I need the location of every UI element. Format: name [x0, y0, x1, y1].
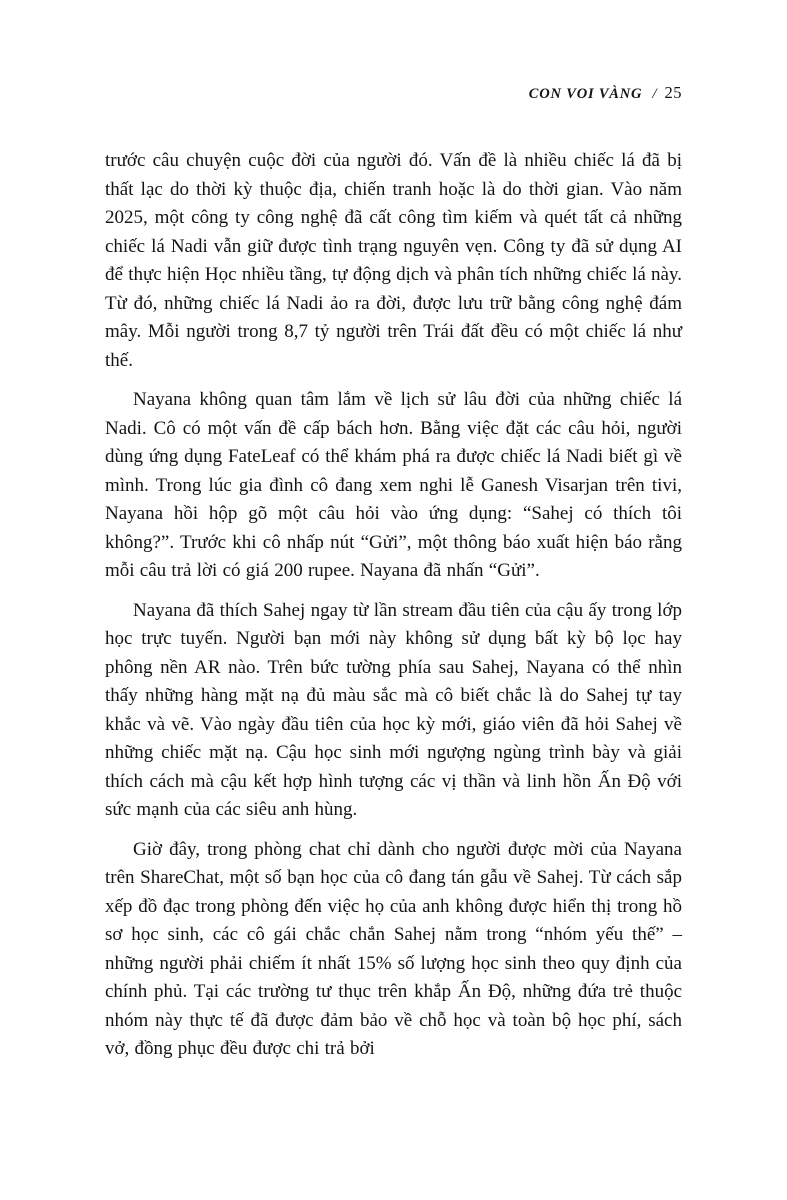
running-title: CON VOI VÀNG [528, 86, 643, 102]
page-number: 25 [664, 83, 682, 102]
paragraph: Giờ đây, trong phòng chat chỉ dành cho người được mời của Nayana trên ShareChat, một số bạn học của cô đang tán gẫu về Sahej. Từ cách sắp xếp đồ đạc trong phòng đến việc họ của anh không được hiển thị trong hồ sơ học sinh, các cô gái chắc chắn Sahej nằm trong “nhóm yếu thế” – những người phải chiếm ít nhất 15% số lượng học sinh theo quy định của chính phủ. Tại các trường tư thục trên khắp Ấn Độ, những đứa trẻ thuộc nhóm này thực tế đã được đảm bảo về chỗ học và toàn bộ học phí, sách vở, đồng phục đều được chi trả bởi [105, 838, 682, 1059]
header-separator: / [652, 86, 657, 102]
paragraph: Nayana không quan tâm lắm về lịch sử lâu đời của những chiếc lá Nadi. Cô có một vấn đề cấp bách hơn. Bằng việc đặt các câu hỏi, người dùng ứng dụng FateLeaf có thể khám phá ra được chiếc lá Nadi biết gì về mình. Trong lúc gia đình cô đang xem nghi lễ Ganesh Visarjan trên tivi, Nayana hồi hộp gõ một câu hỏi vào ứng dụng: “Sahej có thích tôi không?”. Trước khi cô nhấp nút “Gửi”, một thông báo xuất hiện báo rằng mỗi câu trả lời có giá 200 rupee. Nayana đã nhấn “Gửi”. [105, 389, 682, 581]
page-body [105, 147, 682, 1064]
running-header [105, 83, 682, 103]
paragraph: Nayana đã thích Sahej ngay từ lần stream đầu tiên của cậu ấy trong lớp học trực tuyến. Người bạn mới này không sử dụng bất kỳ bộ lọc hay phông nền AR nào. Trên bức tường phía sau Sahej, Nayana có thể nhìn thấy những hàng mặt nạ đủ màu sắc mà cô biết chắc là do Sahej tự tay khắc và vẽ. Vào ngày đầu tiên của học kỳ mới, giáo viên đã hỏi Sahej về những chiếc mặt nạ. Cậu học sinh mới ngượng ngùng trình bày và giải thích cách mà cậu kết hợp hình tượng các vị thần và linh hồn Ấn Độ với sức mạnh của các siêu anh hùng. [105, 599, 682, 820]
paragraph: trước câu chuyện cuộc đời của người đó. Vấn đề là nhiều chiếc lá đã bị thất lạc do thời kỳ thuộc địa, chiến tranh hoặc là do thời gian. Vào năm 2025, một công ty công nghệ đã cất công tìm kiếm và quét tất cả những chiếc lá Nadi vẫn giữ được tình trạng nguyên vẹn. Công ty đã sử dụng AI để thực hiện Học nhiều tầng, tự động dịch và phân tích những chiếc lá này. Từ đó, những chiếc lá Nadi ảo ra đời, được lưu trữ bằng công nghệ đám mây. Mỗi người trong 8,7 tỷ người trên Trái đất đều có một chiếc lá như thế. [105, 150, 682, 371]
